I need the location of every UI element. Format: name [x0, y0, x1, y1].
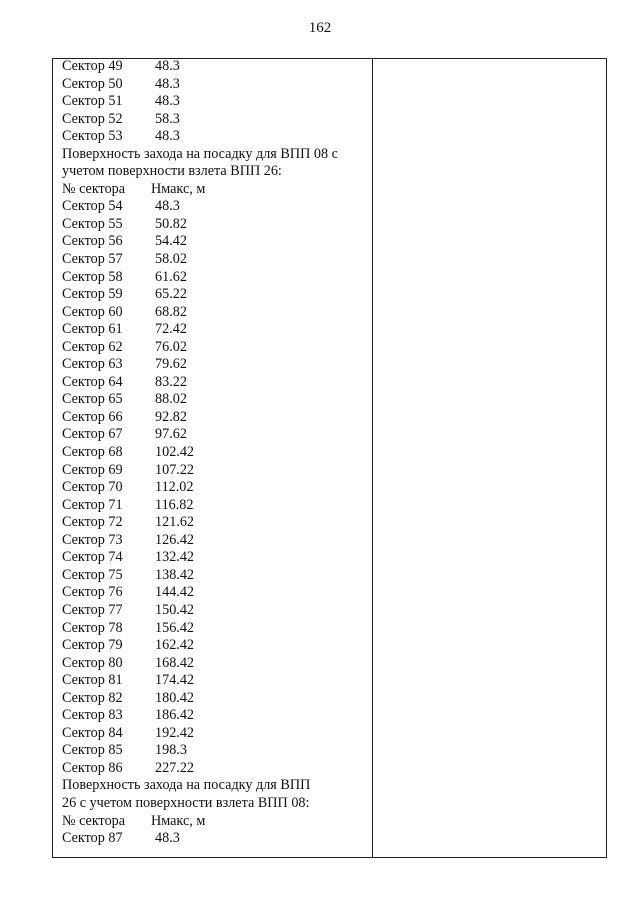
sector-row	[62, 707, 368, 725]
sector-hmax-value: 144.42	[155, 584, 195, 601]
sector-hmax-value: 83.22	[155, 373, 187, 390]
sector-row	[62, 444, 368, 462]
sector-row	[62, 321, 368, 339]
sector-name: Сектор 68	[62, 444, 123, 461]
sector-row	[62, 93, 368, 111]
sector-hmax-value: 92.82	[155, 408, 187, 425]
sector-hmax-value: 68.82	[155, 303, 187, 320]
sector-name: Сектор 78	[62, 619, 123, 636]
sector-hmax-value: 54.42	[155, 233, 187, 250]
column-header-hmax: Hмакс, м	[151, 180, 206, 197]
sector-row	[62, 532, 368, 550]
sector-row	[62, 339, 368, 357]
sector-name: Сектор 85	[62, 742, 123, 759]
sector-row	[62, 233, 368, 251]
sector-name: Сектор 50	[62, 75, 123, 92]
sector-name: Сектор 57	[62, 251, 123, 268]
sector-row	[62, 497, 368, 515]
sector-row	[62, 549, 368, 567]
sector-name: Сектор 86	[62, 759, 123, 776]
sector-hmax-value: 168.42	[155, 654, 195, 671]
sector-hmax-value: 116.82	[155, 496, 194, 513]
sector-name: Сектор 67	[62, 426, 123, 443]
sector-row	[62, 76, 368, 94]
sector-hmax-value: 180.42	[155, 689, 195, 706]
sector-name: Сектор 61	[62, 321, 123, 338]
sector-name: Сектор 81	[62, 672, 123, 689]
column-header-sector: № сектора	[62, 812, 126, 829]
sector-hmax-value: 48.3	[155, 58, 180, 74]
sector-name: Сектор 55	[62, 215, 123, 232]
sector-hmax-value: 132.42	[155, 549, 195, 566]
sector-hmax-value: 61.62	[155, 268, 187, 285]
sector-hmax-value: 97.62	[155, 426, 187, 443]
sector-hmax-value: 138.42	[155, 566, 195, 583]
sector-hmax-value: 121.62	[155, 514, 195, 531]
sector-name: Сектор 82	[62, 689, 123, 706]
sector-row	[62, 742, 368, 760]
sector-hmax-value: 72.42	[155, 321, 187, 338]
sector-hmax-value: 192.42	[155, 724, 195, 741]
sector-row	[62, 760, 368, 778]
sector-name: Сектор 64	[62, 373, 123, 390]
sector-hmax-value: 58.02	[155, 251, 187, 268]
heading-line: Поверхность захода на посадку для ВПП	[62, 777, 311, 794]
sector-hmax-value: 126.42	[155, 531, 195, 548]
sector-row	[62, 655, 368, 673]
sector-hmax-value: 48.3	[155, 75, 180, 92]
section-heading-runway-08	[62, 146, 368, 181]
sector-name: Сектор 72	[62, 514, 123, 531]
sector-hmax-value: 76.02	[155, 338, 187, 355]
sector-row	[62, 672, 368, 690]
sector-hmax-value: 58.3	[155, 110, 180, 127]
left-column	[62, 58, 368, 848]
sector-row	[62, 198, 368, 216]
sector-hmax-value: 48.3	[155, 198, 180, 215]
heading-line: Поверхность захода на посадку для ВПП 08 с	[62, 145, 338, 162]
sector-hmax-value: 156.42	[155, 619, 195, 636]
sector-row	[62, 426, 368, 444]
sector-name: Сектор 59	[62, 286, 123, 303]
sector-row	[62, 514, 368, 532]
sector-row	[62, 690, 368, 708]
sector-row	[62, 462, 368, 480]
sector-hmax-value: 174.42	[155, 672, 195, 689]
sector-hmax-value: 102.42	[155, 444, 195, 461]
sector-hmax-value: 48.3	[155, 93, 180, 110]
sector-hmax-value: 88.02	[155, 391, 187, 408]
page-number: 162	[308, 20, 332, 36]
sector-name: Сектор 75	[62, 566, 123, 583]
sector-name: Сектор 80	[62, 654, 123, 671]
sector-row	[62, 602, 368, 620]
column-header-row	[62, 813, 368, 831]
sector-row	[62, 269, 368, 287]
sector-hmax-value: 48.3	[155, 830, 180, 847]
sector-name: Сектор 65	[62, 391, 123, 408]
sector-hmax-value: 162.42	[155, 637, 195, 654]
sector-name: Сектор 51	[62, 93, 123, 110]
sector-row	[62, 584, 368, 602]
sector-hmax-value: 198.3	[155, 742, 187, 759]
sector-name: Сектор 77	[62, 601, 123, 618]
sector-name: Сектор 53	[62, 128, 123, 145]
sector-row	[62, 409, 368, 427]
sector-hmax-value: 48.3	[155, 128, 180, 145]
sector-row	[62, 479, 368, 497]
sector-name: Сектор 66	[62, 408, 123, 425]
sector-list-block-1	[62, 58, 368, 146]
sector-list-block-3	[62, 830, 368, 848]
sector-row	[62, 830, 368, 848]
sector-name: Сектор 76	[62, 584, 123, 601]
sector-row	[62, 251, 368, 269]
sector-hmax-value: 186.42	[155, 707, 195, 724]
sector-name: Сектор 62	[62, 338, 123, 355]
sector-row	[62, 620, 368, 638]
sector-hmax-value: 150.42	[155, 601, 195, 618]
heading-line: 26 с учетом поверхности взлета ВПП 08:	[62, 794, 310, 811]
sector-hmax-value: 107.22	[155, 461, 195, 478]
section-heading-runway-26	[62, 777, 368, 812]
sector-row	[62, 111, 368, 129]
sector-row	[62, 637, 368, 655]
sector-name: Сектор 79	[62, 637, 123, 654]
sector-hmax-value: 65.22	[155, 286, 187, 303]
sector-row	[62, 128, 368, 146]
sector-row	[62, 216, 368, 234]
sector-name: Сектор 87	[62, 830, 123, 847]
column-header-hmax: Hмакс, м	[151, 812, 206, 829]
column-header-sector: № сектора	[62, 180, 126, 197]
sector-name: Сектор 83	[62, 707, 123, 724]
sector-hmax-value: 79.62	[155, 356, 187, 373]
sector-row	[62, 374, 368, 392]
sector-name: Сектор 56	[62, 233, 123, 250]
sector-row	[62, 567, 368, 585]
sector-row	[62, 725, 368, 743]
sector-list-block-2	[62, 198, 368, 777]
sector-name: Сектор 84	[62, 724, 123, 741]
sector-row	[62, 304, 368, 322]
sector-name: Сектор 70	[62, 479, 123, 496]
sector-name: Сектор 73	[62, 531, 123, 548]
sector-row	[62, 58, 368, 76]
sector-name: Сектор 52	[62, 110, 123, 127]
column-divider	[372, 58, 373, 858]
sector-row	[62, 356, 368, 374]
sector-hmax-value: 112.02	[155, 479, 194, 496]
sector-hmax-value: 227.22	[155, 759, 195, 776]
sector-row	[62, 391, 368, 409]
sector-name: Сектор 63	[62, 356, 123, 373]
sector-hmax-value: 50.82	[155, 215, 187, 232]
sector-name: Сектор 69	[62, 461, 123, 478]
sector-row	[62, 286, 368, 304]
sector-name: Сектор 49	[62, 58, 123, 74]
sector-name: Сектор 71	[62, 496, 123, 513]
heading-line: учетом поверхности взлета ВПП 26:	[62, 163, 282, 180]
sector-name: Сектор 74	[62, 549, 123, 566]
sector-name: Сектор 58	[62, 268, 123, 285]
column-header-row	[62, 181, 368, 199]
sector-name: Сектор 54	[62, 198, 123, 215]
sector-name: Сектор 60	[62, 303, 123, 320]
